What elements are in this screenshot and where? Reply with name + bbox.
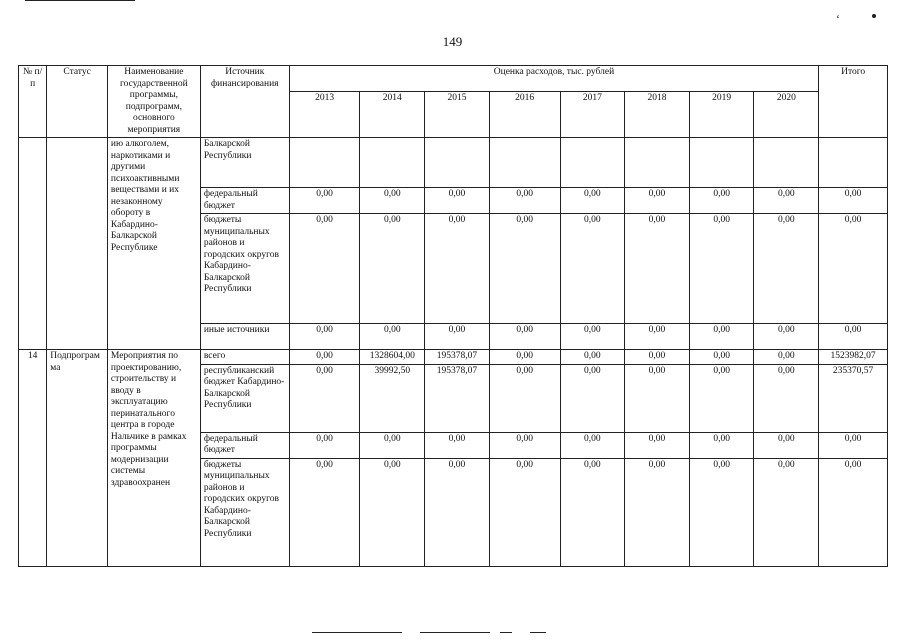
page-number: 149	[442, 34, 463, 49]
source-cell: бюджеты муниципальных районов и городских округов Кабардино-Балкарской Республики	[200, 214, 289, 324]
header-year: 2019	[689, 92, 754, 138]
value-cell: 0,00	[560, 458, 625, 566]
scan-artifact-mark: ‘	[836, 12, 840, 26]
value-cell: 0,00	[425, 324, 490, 350]
total-cell	[819, 138, 888, 188]
value-cell: 0,00	[425, 458, 490, 566]
value-cell: 0,00	[489, 324, 560, 350]
value-cell: 0,00	[425, 432, 490, 458]
source-cell: республиканский бюджет Кабардино-Балкарской Республики	[200, 364, 289, 432]
value-cell: 0,00	[289, 432, 360, 458]
header-year: 2016	[489, 92, 560, 138]
program-name: ию алкоголем, наркотиками и другими психоактивными веществами и их незаконному обороту в Кабардино-Балкарской Республике	[107, 138, 200, 350]
value-cell: 0,00	[560, 364, 625, 432]
value-cell: 0,00	[754, 364, 819, 432]
source-cell: федеральный бюджет	[200, 188, 289, 214]
value-cell: 0,00	[360, 458, 425, 566]
header-year: 2020	[754, 92, 819, 138]
value-cell	[689, 138, 754, 188]
source-cell: иные источники	[200, 324, 289, 350]
value-cell: 0,00	[754, 324, 819, 350]
source-cell: всего	[200, 350, 289, 365]
value-cell: 0,00	[625, 350, 690, 365]
value-cell: 0,00	[360, 214, 425, 324]
value-cell: 0,00	[689, 188, 754, 214]
scan-artifact-bottom-rule	[530, 632, 546, 633]
value-cell	[489, 138, 560, 188]
value-cell: 0,00	[625, 188, 690, 214]
value-cell: 0,00	[625, 432, 690, 458]
value-cell: 0,00	[689, 214, 754, 324]
header-year: 2014	[360, 92, 425, 138]
value-cell: 0,00	[689, 324, 754, 350]
value-cell: 0,00	[560, 432, 625, 458]
row-status-empty	[47, 138, 108, 350]
scan-artifact-dot	[872, 14, 876, 18]
value-cell: 0,00	[360, 188, 425, 214]
value-cell: 0,00	[425, 188, 490, 214]
value-cell	[560, 138, 625, 188]
table-row	[19, 350, 888, 365]
scan-artifact-top-rule	[25, 0, 135, 1]
budget-table	[18, 65, 888, 567]
source-cell: Балкарской Республики	[200, 138, 289, 188]
value-cell: 195378,07	[425, 350, 490, 365]
value-cell: 0,00	[289, 324, 360, 350]
value-cell: 0,00	[360, 432, 425, 458]
source-cell: бюджеты муниципальных районов и городских округов Кабардино-Балкарской Республики	[200, 458, 289, 566]
value-cell: 0,00	[489, 432, 560, 458]
value-cell: 0,00	[289, 214, 360, 324]
total-cell: 0,00	[819, 214, 888, 324]
value-cell: 0,00	[625, 364, 690, 432]
scan-artifact-bottom-rule	[500, 632, 512, 633]
value-cell	[625, 138, 690, 188]
value-cell: 0,00	[625, 214, 690, 324]
header-year: 2017	[560, 92, 625, 138]
header-year: 2013	[289, 92, 360, 138]
value-cell	[360, 138, 425, 188]
value-cell: 0,00	[289, 364, 360, 432]
value-cell	[754, 138, 819, 188]
value-cell: 0,00	[560, 214, 625, 324]
value-cell: 0,00	[489, 188, 560, 214]
value-cell: 1328604,00	[360, 350, 425, 365]
total-cell: 1523982,07	[819, 350, 888, 365]
row-status: Подпрограмма	[47, 350, 108, 567]
value-cell: 0,00	[289, 458, 360, 566]
value-cell: 39992,50	[360, 364, 425, 432]
value-cell: 0,00	[560, 350, 625, 365]
value-cell	[425, 138, 490, 188]
row-num-empty	[19, 138, 47, 350]
value-cell: 0,00	[625, 324, 690, 350]
total-cell: 0,00	[819, 324, 888, 350]
value-cell: 0,00	[689, 458, 754, 566]
value-cell: 0,00	[625, 458, 690, 566]
value-cell: 0,00	[689, 350, 754, 365]
value-cell: 0,00	[289, 350, 360, 365]
value-cell: 0,00	[489, 458, 560, 566]
value-cell: 0,00	[560, 324, 625, 350]
total-cell: 0,00	[819, 188, 888, 214]
value-cell: 0,00	[360, 324, 425, 350]
value-cell: 0,00	[754, 188, 819, 214]
value-cell: 0,00	[560, 188, 625, 214]
value-cell: 0,00	[754, 350, 819, 365]
program-name: Мероприятия по проектированию, строительству и вводу в эксплуатацию перинатального центра в городе Нальчике в рамках программы модернизации системы здравоохранен	[107, 350, 200, 567]
value-cell: 0,00	[754, 214, 819, 324]
value-cell: 0,00	[489, 364, 560, 432]
header-name: Наименование государственной программы, подпрограмм, основного мероприятия	[107, 66, 200, 138]
header-total: Итого	[819, 66, 888, 138]
row-num: 14	[19, 350, 47, 567]
value-cell: 0,00	[489, 350, 560, 365]
source-cell: федеральный бюджет	[200, 432, 289, 458]
scan-artifact-bottom-rule	[420, 632, 490, 633]
value-cell: 0,00	[289, 188, 360, 214]
header-source: Источник финансирования	[200, 66, 289, 138]
value-cell: 0,00	[689, 432, 754, 458]
total-cell: 235370,57	[819, 364, 888, 432]
header-year: 2015	[425, 92, 490, 138]
header-status: Статус	[47, 66, 108, 138]
value-cell: 0,00	[689, 364, 754, 432]
value-cell: 0,00	[425, 214, 490, 324]
value-cell: 0,00	[489, 214, 560, 324]
total-cell: 0,00	[819, 458, 888, 566]
total-cell: 0,00	[819, 432, 888, 458]
table-row	[19, 138, 888, 188]
header-year: 2018	[625, 92, 690, 138]
header-row-1	[19, 66, 888, 92]
value-cell	[289, 138, 360, 188]
header-num: № п/п	[19, 66, 47, 138]
value-cell: 0,00	[754, 432, 819, 458]
value-cell: 195378,07	[425, 364, 490, 432]
scan-artifact-bottom-rule	[312, 632, 402, 633]
value-cell: 0,00	[754, 458, 819, 566]
header-estimate: Оценка расходов, тыс. рублей	[289, 66, 818, 92]
